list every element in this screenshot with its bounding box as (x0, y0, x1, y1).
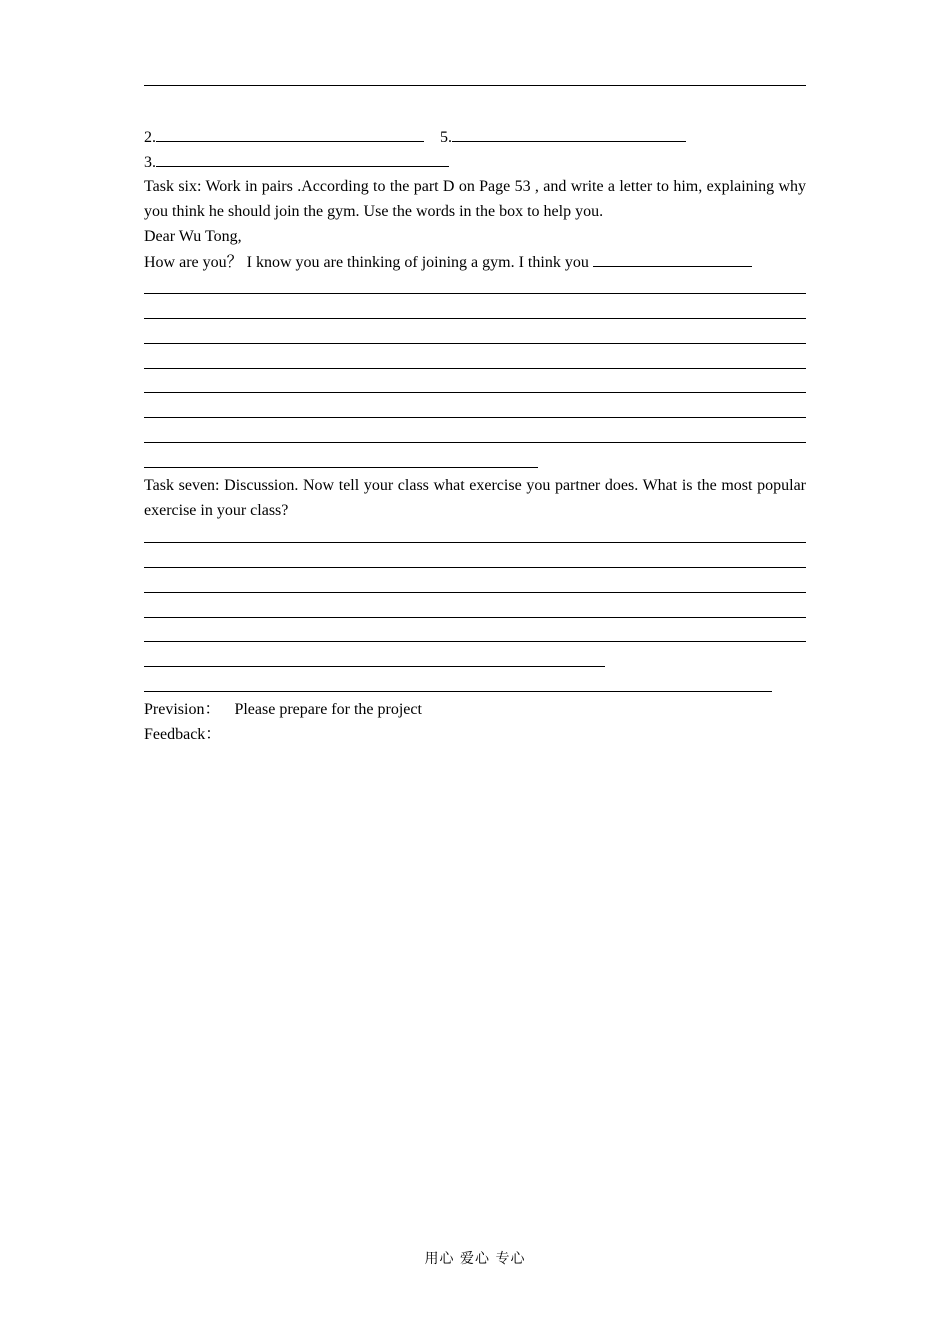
feedback-label: Feedback： (144, 726, 222, 743)
item-5-label: 5. (440, 129, 452, 146)
letter-writing-line[interactable] (144, 392, 806, 393)
discussion-writing-line-extra[interactable] (144, 691, 772, 692)
task-six-instruction: Task six: Work in pairs .According to the part D on Page 53 , and write a letter to him, explaining why you think he should join the gym. Use the words in the box to help you. (144, 178, 806, 220)
prevision-row (144, 700, 422, 720)
item-2-blank[interactable] (156, 127, 424, 142)
discussion-writing-line[interactable] (144, 567, 806, 568)
discussion-writing-line[interactable] (144, 542, 806, 543)
item-2-label: 2. (144, 129, 156, 146)
header-rule (144, 85, 806, 86)
letter-opening: How are you？ I know you are thinking of joining a gym. I think you (144, 254, 589, 271)
discussion-writing-line[interactable] (144, 641, 806, 642)
letter-writing-line[interactable] (144, 417, 806, 418)
discussion-writing-line[interactable] (144, 592, 806, 593)
page-footer: 用心 爱心 专心 (424, 1251, 526, 1267)
task-seven-instruction: Task seven: Discussion. Now tell your class what exercise you partner does. What is the most popular exercise in your class? (144, 477, 806, 519)
item-3-blank[interactable] (156, 152, 449, 167)
prevision-text: Please prepare for the project (234, 701, 422, 718)
letter-greeting: Dear Wu Tong, (144, 228, 242, 245)
answer-row-2-5 (144, 127, 686, 147)
letter-writing-line[interactable] (144, 293, 806, 294)
item-3-label: 3. (144, 154, 156, 171)
letter-writing-line[interactable] (144, 318, 806, 319)
letter-writing-line-short[interactable] (144, 467, 538, 468)
letter-writing-line[interactable] (144, 343, 806, 344)
feedback-row (144, 725, 221, 745)
answer-row-3 (144, 152, 449, 172)
letter-writing-line[interactable] (144, 442, 806, 443)
prevision-label: Prevision： (144, 701, 221, 718)
letter-writing-line[interactable] (144, 368, 806, 369)
letter-opening-blank[interactable] (593, 252, 752, 267)
discussion-writing-line-short[interactable] (144, 666, 605, 667)
discussion-writing-line[interactable] (144, 617, 806, 618)
item-5-blank[interactable] (452, 127, 686, 142)
letter-opening-row (144, 252, 752, 272)
